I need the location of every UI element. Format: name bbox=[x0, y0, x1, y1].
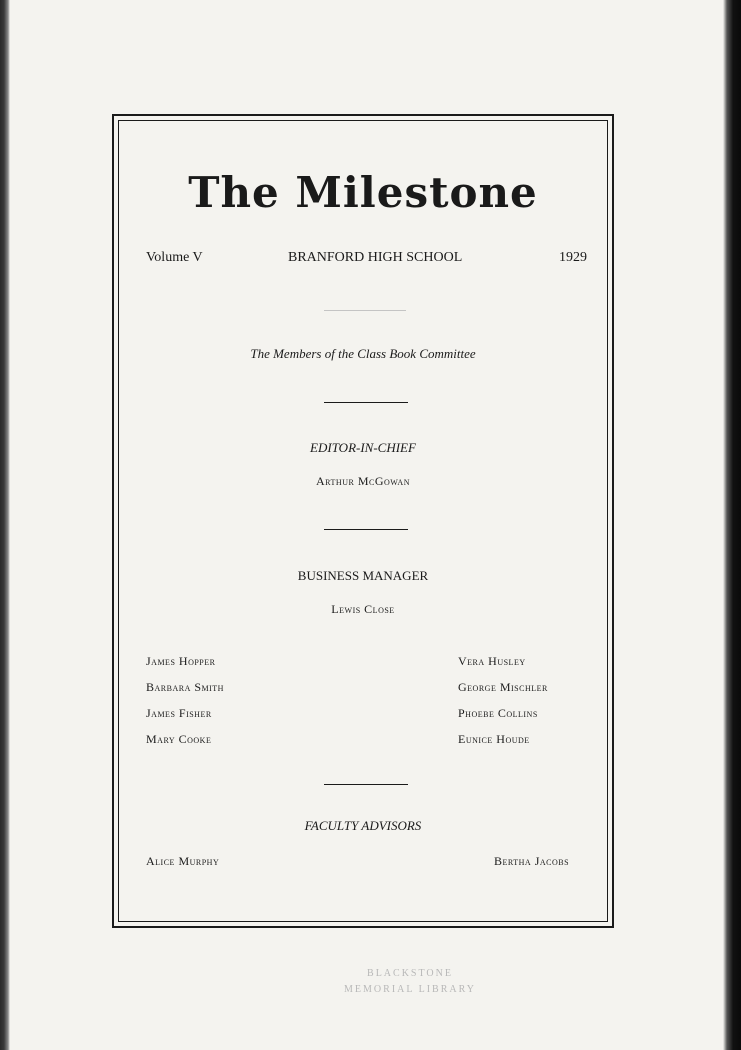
divider-1 bbox=[324, 402, 408, 403]
editor-heading: EDITOR-IN-CHIEF bbox=[310, 440, 416, 455]
faculty-advisor-right: Bertha Jacobs bbox=[494, 854, 570, 868]
library-stamp-line-2: MEMORIAL LIBRARY bbox=[344, 984, 476, 995]
member-right: Vera Husley bbox=[458, 654, 526, 668]
member-left: Mary Cooke bbox=[146, 732, 212, 746]
binding-edge-left bbox=[0, 0, 10, 1050]
divider-3 bbox=[324, 784, 408, 785]
member-left: James Fisher bbox=[146, 706, 212, 720]
business-name: Lewis Close bbox=[331, 602, 395, 616]
divider-faint bbox=[324, 310, 406, 311]
member-left: Barbara Smith bbox=[146, 680, 224, 694]
member-right: Eunice Houde bbox=[458, 732, 530, 746]
binding-edge-right bbox=[723, 0, 741, 1050]
school-name: BRANFORD HIGH SCHOOL bbox=[288, 250, 463, 265]
editor-name: Arthur McGowan bbox=[316, 474, 410, 488]
member-right: Phoebe Collins bbox=[458, 706, 538, 720]
page-title: The Milestone bbox=[188, 168, 538, 217]
faculty-heading: FACULTY ADVISORS bbox=[304, 818, 422, 833]
faculty-advisor-left: Alice Murphy bbox=[146, 854, 220, 868]
page-frame-inner bbox=[118, 120, 608, 922]
business-heading: BUSINESS MANAGER bbox=[297, 568, 429, 583]
library-stamp bbox=[330, 966, 490, 998]
committee-subtitle: The Members of the Class Book Committee bbox=[250, 346, 476, 361]
member-left: James Hopper bbox=[146, 654, 216, 668]
divider-2 bbox=[324, 529, 408, 530]
library-stamp-line-1: BLACKSTONE bbox=[367, 968, 453, 979]
member-right: George Mischler bbox=[458, 680, 548, 694]
year-label: 1929 bbox=[559, 250, 587, 265]
volume-label: Volume V bbox=[146, 250, 203, 265]
